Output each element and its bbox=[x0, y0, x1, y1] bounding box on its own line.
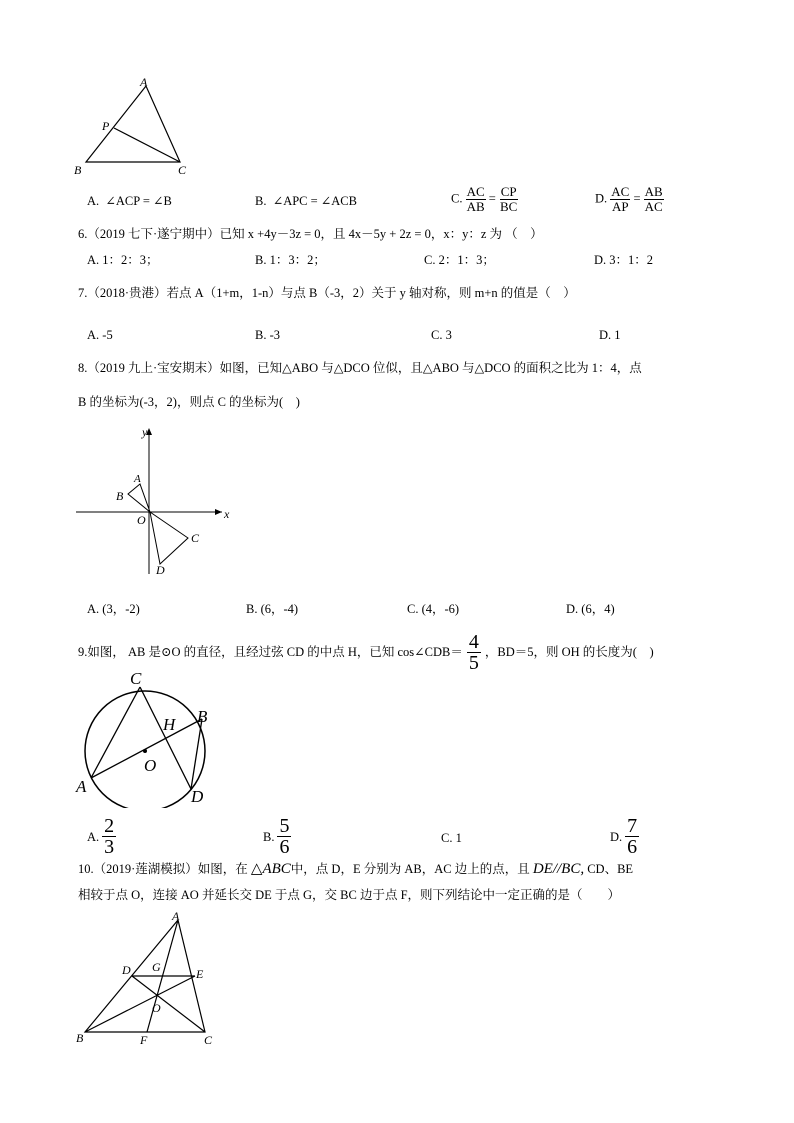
q10-stem-line2: 相较于点 O，连接 AO 并延长交 DE 于点 G，交 BC 边于点 F，则下列结论中一定正确的是（ ） bbox=[78, 888, 621, 902]
q8-stem-line1: 8.（2019 九上·宝安期末）如图，已知△ABO 与△DCO 位似，且△ABO 与△DCO 的面积之比为 1：4，点 bbox=[78, 361, 642, 375]
label-c: C bbox=[178, 163, 187, 177]
q5-d-fraction-2: $\frac{AB}{AC}$ bbox=[644, 184, 663, 214]
q7-stem: 7.（2018·贵港）若点 A（1+m，1-n）与点 B（-3，2）关于 y 轴对称，则 m+n 的值是（ ） bbox=[78, 286, 576, 300]
q7-option-b[interactable]: B. -3 bbox=[255, 328, 280, 342]
label-a: A bbox=[140, 75, 148, 89]
label-c: C bbox=[130, 669, 142, 688]
q6-stem: 6.（2019 七下·遂宁期中）已知 x +4y－3z = 0，且 4x－5y + 2z = 0，x：y：z 为 （ ） bbox=[78, 227, 543, 241]
label-g: G bbox=[152, 960, 161, 974]
q8-option-d[interactable]: D. (6，4) bbox=[566, 602, 615, 616]
label-o: O bbox=[152, 1001, 161, 1015]
q5-option-d[interactable]: D. $\frac{AC}{AP}$ = $\frac{AB}{AC}$ bbox=[595, 184, 663, 214]
q6-option-d[interactable]: D. 3：1：2 bbox=[594, 253, 654, 267]
q7-option-a[interactable]: A. -5 bbox=[87, 328, 113, 342]
q9-b-fraction: $\frac{5}{6}$ bbox=[279, 815, 290, 858]
q8-stem-line2: B 的坐标为(-3，2)，则点 C 的坐标为( ) bbox=[78, 395, 300, 409]
label-o: O bbox=[144, 756, 157, 775]
label-o: O bbox=[137, 513, 146, 527]
q7-option-c[interactable]: C. 3 bbox=[431, 328, 452, 342]
label-h: H bbox=[163, 715, 176, 734]
label-b: B bbox=[197, 707, 208, 726]
q8-option-c[interactable]: C. (4，-6) bbox=[407, 602, 460, 616]
label-c: C bbox=[204, 1033, 213, 1047]
triangle-parallel-line-figure bbox=[72, 908, 232, 1048]
q10-stem-line1: 10.（2019·莲湖模拟）如图，在 △ABC中，点 D，E 分别为 AB，AC 边上的点，且 DE//BC, CD、BE bbox=[78, 861, 634, 877]
q9-option-c[interactable]: C. 1 bbox=[441, 831, 462, 845]
q5-d-fraction-1: $\frac{AC}{AP}$ bbox=[611, 184, 630, 214]
label-f: F bbox=[140, 1033, 148, 1047]
q6-option-c[interactable]: C. 2：1：3； bbox=[424, 253, 495, 267]
label-b: B bbox=[76, 1031, 84, 1045]
label-c: C bbox=[191, 531, 200, 545]
label-b: B bbox=[74, 163, 82, 177]
q9-stem: 9.如图， AB 是⊙O 的直径，且经过弦 CD 的中点 H，已知 cos∠CDB＝ $\frac{4}{5}$ ，BD＝5，则 OH 的长度为( ) bbox=[78, 630, 654, 674]
label-d: D bbox=[191, 787, 204, 806]
label-p: P bbox=[102, 119, 110, 133]
q9-d-fraction: $\frac{7}{6}$ bbox=[627, 815, 638, 858]
label-x: x bbox=[224, 507, 230, 521]
label-a: A bbox=[76, 777, 87, 796]
q9-cos-fraction: $\frac{4}{5}$ bbox=[468, 630, 479, 674]
q8-option-b[interactable]: B. (6，-4) bbox=[246, 602, 299, 616]
q8-option-a[interactable]: A. (3，-2) bbox=[87, 602, 140, 616]
label-b: B bbox=[116, 489, 124, 503]
q5-c-fraction-1: $\frac{AC}{AB}$ bbox=[466, 184, 485, 214]
label-a: A bbox=[172, 909, 180, 923]
q5-option-b[interactable]: B. ∠APC = ∠ACB bbox=[255, 194, 357, 208]
q6-option-b[interactable]: B. 1：3：2； bbox=[255, 253, 326, 267]
q9-option-b[interactable]: B. $\frac{5}{6}$ bbox=[263, 815, 290, 858]
label-a: A bbox=[134, 473, 141, 485]
q5-option-c[interactable]: C. $\frac{AC}{AB}$ = $\frac{CP}{BC}$ bbox=[451, 184, 518, 214]
label-e: E bbox=[196, 967, 204, 981]
similar-triangles-coordinate-figure bbox=[72, 424, 242, 580]
label-y: y bbox=[142, 425, 148, 439]
circle-chord-figure bbox=[72, 668, 232, 808]
q9-option-d[interactable]: D. $\frac{7}{6}$ bbox=[610, 815, 638, 858]
label-d: D bbox=[156, 563, 165, 577]
triangle-apc-figure bbox=[70, 74, 200, 178]
q5-c-fraction-2: $\frac{CP}{BC}$ bbox=[499, 184, 518, 214]
q7-option-d[interactable]: D. 1 bbox=[599, 328, 621, 342]
q5-option-a[interactable]: A. ∠ACP = ∠B bbox=[87, 194, 172, 208]
q9-option-a[interactable]: A. $\frac{2}{3}$ bbox=[87, 815, 115, 858]
label-d: D bbox=[122, 963, 131, 977]
q6-option-a[interactable]: A. 1：2：3； bbox=[87, 253, 159, 267]
q9-a-fraction: $\frac{2}{3}$ bbox=[104, 815, 115, 858]
